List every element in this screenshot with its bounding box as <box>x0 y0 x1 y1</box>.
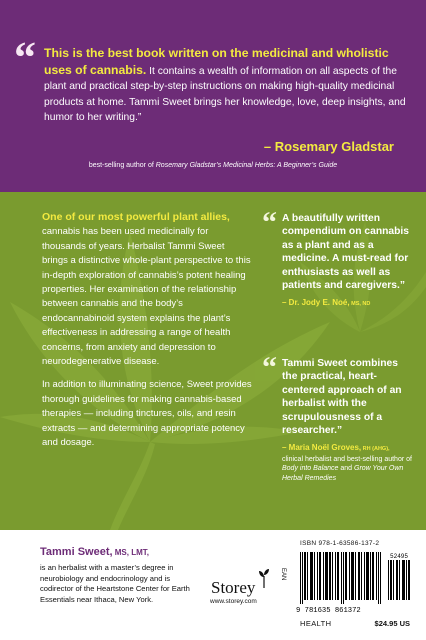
quote-author-credit: best-selling author of Rosemary Gladstar’s Medicinal Herbs: A Beginner’s Guide <box>88 162 338 169</box>
description-lead: One of our most powerful plant allies, <box>42 211 230 223</box>
category-label: HEALTH <box>300 619 332 628</box>
open-quote-icon: “ <box>262 206 277 239</box>
publisher-sprout-icon <box>258 568 270 588</box>
quote-author: – Rosemary Gladstar <box>263 139 394 154</box>
description-column <box>42 210 252 460</box>
quote-body: It contains a wealth of information on all aspects of the plant and practical step-by-step instructions on making high-quality medicinal products at home. Tammi Sweet brings her knowledge, love, deep insights, and humor to her writing.” <box>44 65 406 123</box>
isbn-number: ISBN 978-1-63586-137-2 <box>300 540 380 547</box>
author-bio: is an herbalist with a master’s degree in neurobiology and endocrinology and is codirector of the Heartstone Center for Earth Essentials near Ithaca, New York. <box>40 563 190 604</box>
blurb-text: A beautifully written compendium on cannabis as a plant and as a medicine. A must-read for enthusiasts as well as patients and caregivers.” <box>282 213 410 292</box>
quote-highlight: This is the best book written on the medicinal and wholistic uses of cannabis. <box>44 46 389 77</box>
open-quote-icon: “ <box>14 33 36 82</box>
barcode-addon-digits: 52495 <box>390 553 409 560</box>
price-label: $24.95 US <box>374 619 410 628</box>
barcode-digits: 9 781635 861372 <box>296 607 361 615</box>
description-panel <box>0 192 426 530</box>
barcode-image <box>296 552 412 618</box>
open-quote-icon: “ <box>262 351 277 384</box>
blurb-groves <box>262 351 412 483</box>
featured-quote-panel <box>0 0 426 192</box>
blurb-attribution: – Maria Noël Groves, RH (AHG), clinical herbalist and best-selling author of Body into Balance and Grow Your Own Herbal Remedies <box>282 443 412 482</box>
ean-label: EAN <box>280 568 286 581</box>
author-name: Tammi Sweet, MS, LMT, <box>40 546 149 558</box>
description-paragraph-1: One of our most powerful plant allies, cannabis has been used medicinally for thousands of years. Herbalist Tammi Sweet brings a distinctive whole-plant perspective to this in-depth exploration of cannabis’s potent healing properties. Her examination of the relationship between cannabis and the body’s endocannabinoid system explains the plant’s effectiveness in addressing a range of health concerns, from anxiety and depression to neurodegenerative disease. <box>42 211 251 368</box>
barcode-block <box>280 540 416 636</box>
blurb-noe <box>262 206 412 310</box>
publisher-logo: Storey <box>211 578 256 597</box>
featured-quote <box>44 46 412 126</box>
blurb-text: Tammi Sweet combines the practical, heart-centered approach of an herbalist with the scrupulousness of a researcher.” <box>282 358 402 437</box>
blurb-attribution: – Dr. Jody E. Noé, MS, ND <box>282 298 371 308</box>
author-info-panel <box>0 530 426 640</box>
credit-book-title: Rosemary Gladstar’s Medicinal Herbs: A Beginner’s Guide <box>155 162 338 169</box>
description-paragraph-2: In addition to illuminating science, Sweet provides thorough guidelines for making cannabis-based therapies — including tinctures, oils, and resin extracts — and determining appropriate potency and dosage. <box>42 379 252 449</box>
publisher-website: www.storey.com <box>210 598 257 605</box>
